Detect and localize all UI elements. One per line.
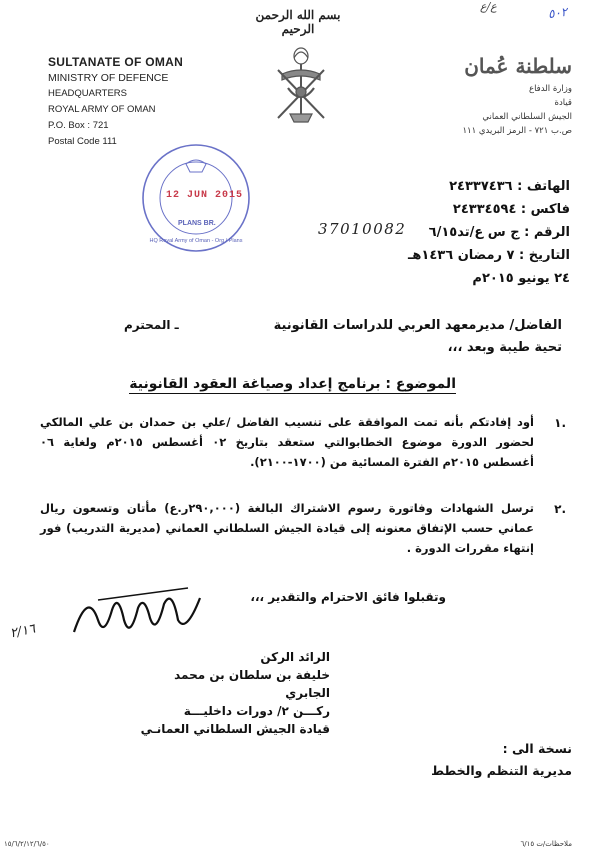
signatory-position: ركـــن ٢/ دورات داخليـــة: [183, 704, 330, 718]
fax-line: فاكس : ٢٤٣٣٤٥٩٤: [452, 202, 570, 217]
copy-to-recipient: مديرية التنظم والخطط: [431, 763, 572, 778]
handwritten-corner-number: ٥٠٢: [547, 4, 569, 22]
signatory-rank: الرائد الركن: [260, 650, 330, 664]
paragraph-2-text: ترسل الشهادات وفاتورة رسوم الاشتراك البالغة (٢٩٠,٠٠٠ر.ع) مأتان وتسعون ريال عماني حسب الإتفاق معنونه إلى قيادة الجيش السلطاني العماني (مديرية التدريب) فور إنتهاء مقررات الدورة .: [40, 501, 535, 555]
header-en-line-2: MINISTRY OF DEFENCE: [48, 72, 169, 84]
reference-line: الرقم : ج س ع/تد٦/١٥: [428, 225, 570, 240]
paragraph-1-text: أود إفادتكم بأنه تمت الموافقة على تنسيب الفاضل /علي بن حمدان بن علي المالكي لحضور الدورة موضوع الخطابوالتي ستعقد بتاريخ ٠٢ أغسطس ٢٠١٥م ولغاية ٠٦ أغسطس ٢٠١٥م الفترة المسائية من (١٧٠٠-٢١٠٠).: [40, 415, 534, 469]
stamp-ring-text: HQ Royal Army of Oman - Org / Plans: [149, 238, 243, 244]
header-ar-line-3: قيادة: [554, 98, 572, 108]
bismillah-calligraphy: بسم الله الرحمن الرحيم: [255, 8, 341, 36]
stamp-date: 12 JUN 2015: [166, 190, 244, 201]
header-en-line-4: ROYAL ARMY OF OMAN: [48, 104, 156, 115]
oman-emblem-icon: [268, 44, 334, 134]
header-ar-line-5: ص.ب ٧٢١ - الرمز البريدي ١١١: [462, 126, 572, 136]
handwritten-mark-top: ع/ع: [480, 0, 497, 13]
copy-to-label: نسخة الى :: [502, 741, 572, 756]
handwritten-signature: [68, 580, 208, 646]
header-ar-title: سلطنة عُمان: [464, 54, 572, 78]
honorific-label: ـ المحترم: [124, 318, 179, 332]
reference-handwritten-number: 37010082: [318, 220, 407, 238]
header-ar-line-2: وزارة الدفاع: [529, 84, 572, 94]
signature-block: [130, 648, 330, 738]
header-ar-line-4: الجيش السلطاني العماني: [482, 112, 572, 122]
header-english: [48, 54, 183, 150]
paragraph-2-number: .٢: [554, 502, 566, 516]
footer-reference-right: ملاحظات/ت ٦/١٥: [520, 840, 572, 848]
subject-line: [129, 374, 456, 394]
addressee-line: الفاضل/ مديرمعهد العربي للدراسات القانونية: [273, 318, 562, 333]
header-arabic: [402, 52, 572, 138]
header-en-line-6: Postal Code 111: [48, 136, 117, 147]
header-en-line-1: SULTANATE OF OMAN: [48, 55, 184, 69]
phone-line: الهاتف : ٢٤٣٣٧٤٣٦: [449, 179, 570, 194]
greeting-line: تحية طيبة وبعد ،،،: [447, 340, 562, 355]
subject-text: الموضوع : برنامج إعداد وصياغة العقود القانونية: [129, 376, 456, 392]
closing-line: وتقبلوا فائق الاحترام والتقدير ،،،: [250, 590, 446, 604]
copy-to-block: [352, 738, 572, 782]
signature-side-note: ٢/١٦: [8, 621, 37, 642]
signatory-organization: قيادة الجيش السلطاني العمانـي: [140, 722, 330, 736]
hijri-date-line: التاريخ : ٧ رمضان ١٤٣٦هـ: [407, 248, 570, 263]
plans-branch-stamp: [140, 142, 252, 254]
signatory-name: خليفة بن سلطان بن محمد الجابري: [174, 668, 330, 700]
header-en-line-3: HEADQUARTERS: [48, 88, 128, 99]
footer-reference-left: ١٥/٦/٢/١٢/٦/٥٠: [4, 840, 50, 848]
header-en-line-5: P.O. Box : 721: [48, 120, 109, 131]
stamp-label: PLANS BR.: [178, 220, 216, 227]
gregorian-date-line: ٢٤ يونيو ٢٠١٥م: [472, 271, 570, 286]
paragraph-1-number: .١: [554, 416, 566, 430]
